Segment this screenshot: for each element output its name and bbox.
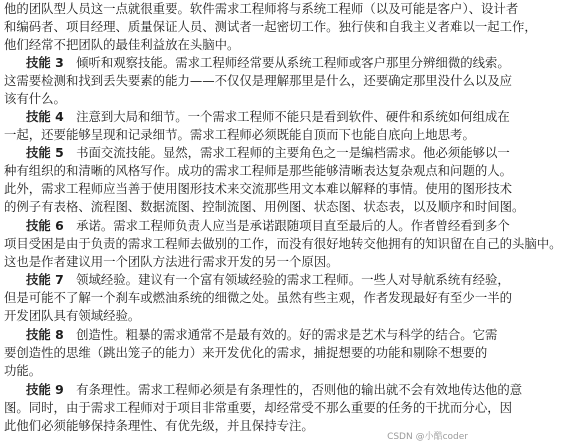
line-text: 注意到大局和细节。一个需求工程师不能只是看到软件、硬件和系统如何组成在 <box>63 109 510 124</box>
skill-label: 技能 7 <box>26 272 64 287</box>
skill-label: 技能 8 <box>26 327 64 342</box>
text-line <box>4 327 498 343</box>
text-line <box>4 181 513 197</box>
text-line <box>4 382 523 398</box>
text-line <box>4 1 519 17</box>
text-line <box>4 418 314 434</box>
text-line <box>4 19 537 35</box>
line-text: 他的团队型人员这一点就很重要。软件需求工程师将与系统工程师（以及可能是客户）、设计者 <box>4 1 519 16</box>
text-line <box>4 127 475 143</box>
line-text: 这需要检测和找到丢失要素的能力——不仅仅是理解那里是什么，还要确定那里没什么以及应 <box>4 73 513 88</box>
line-text: 书面交流技能。显然，需求工程师的主要角色之一是编档需求。他必须能够以一 <box>63 145 510 160</box>
text-line <box>4 218 510 234</box>
line-text: 该有什么。 <box>4 91 66 106</box>
text-line <box>4 109 510 125</box>
skill-label: 技能 5 <box>26 145 64 160</box>
line-text: 一起，还要能够呈现和记录细节。需求工程师必须既能自顶而下也能自底向上地思考。 <box>4 127 475 142</box>
line-text: 要创造性的思维（跳出笼子的能力）来开发优化的需求，捕捉想要的功能和剔除不想要的 <box>4 345 488 360</box>
line-text: 功能。 <box>4 363 42 378</box>
text-line <box>4 145 510 161</box>
line-text: 但是可能不了解一个刹车或燃油系统的细微之处。虽然有些主观，作者发现最好有至少一半的 <box>4 290 513 305</box>
text-line <box>4 254 339 270</box>
skill-label: 技能 4 <box>26 109 64 124</box>
line-text: 创造性。粗暴的需求通常不是最有效的。好的需求是艺术与科学的结合。它需 <box>63 327 498 342</box>
text-line <box>4 400 513 416</box>
text-line <box>4 290 513 306</box>
line-text: 的例子有表格、流程图、数据流图、控制流图、用例图、状态图、状态表，以及顺序和时间图。 <box>4 199 525 214</box>
text-line <box>4 55 510 71</box>
line-text: 领域经验。建议有一个富有领域经验的需求工程师。一些人对导航系统有经验， <box>63 272 510 287</box>
skill-label: 技能 6 <box>26 218 64 233</box>
line-text: 开发团队具有领域经验。 <box>4 308 141 323</box>
line-text: 有条理性。需求工程师必须是有条理性的，否则他的输出就不会有效地传达他的意 <box>63 382 523 397</box>
line-text: 倾听和观察技能。需求工程师经常要从系统工程师或客户那里分辨细微的线索。 <box>63 55 510 70</box>
line-text: 项目受困是由于负责的需求工程师去做别的工作，而没有很好地转交他拥有的知识留在自己的头脑中。 <box>4 236 562 251</box>
line-text: 种有组织的和清晰的风格写作。成功的需求工程师是那些能够清晰表达复杂观点和问题的人。 <box>4 163 513 178</box>
line-text: 他们经常不把团队的最佳利益放在头脑中。 <box>4 37 240 52</box>
text-line <box>4 345 488 361</box>
skill-label: 技能 3 <box>26 55 64 70</box>
text-line <box>4 272 510 288</box>
line-text: 承诺。需求工程师负责人应当是承诺跟随项目直至最后的人。作者曾经看到多个 <box>63 218 510 233</box>
text-line <box>4 37 239 53</box>
line-text: 此他们必须能够保持条理性、有优先级，并且保持专注。 <box>4 418 314 433</box>
text-line <box>4 236 562 252</box>
text-line <box>4 91 66 107</box>
text-line <box>4 73 513 89</box>
line-text: 图。同时，由于需求工程师对于项目非常重要，却经常受不那么重要的任务的干扰而分心，因 <box>4 400 513 415</box>
watermark-text: CSDN @小酷coder <box>387 432 468 442</box>
text-line <box>4 308 140 324</box>
text-line <box>4 163 513 179</box>
skill-label: 技能 9 <box>26 382 64 397</box>
text-line <box>4 199 525 215</box>
text-line <box>4 363 41 379</box>
line-text: 这也是作者建议用一个团队方法进行需求开发的另一个原因。 <box>4 254 339 269</box>
line-text: 此外，需求工程师应当善于使用图形技术来交流那些用文本难以解释的事情。使用的图形技术 <box>4 181 513 196</box>
line-text: 和编码者、项目经理、质量保证人员、测试者一起密切工作。独行侠和自我主义者难以一起工作， <box>4 19 537 34</box>
